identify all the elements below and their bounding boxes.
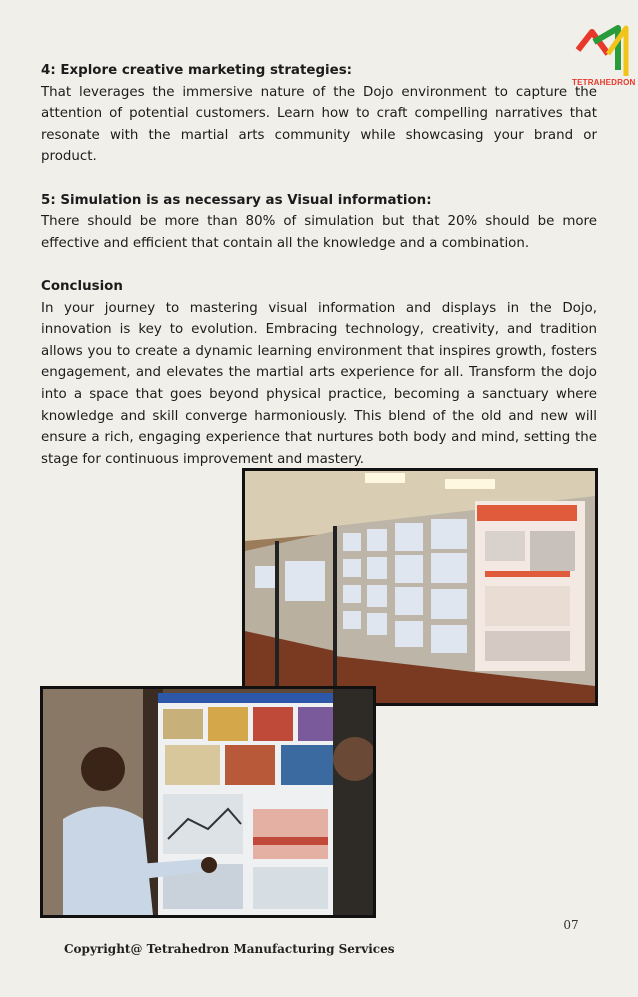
conclusion-body: In your journey to mastering visual information and displays in the Dojo, innovation is key to evolution. Embracing technology, creativity, and tradition allows you to create a dynamic learning environment that inspires growth, fosters engagement, and elevates the martial arts experience for all. Transform the dojo into a space that goes beyond physical practice, becoming a sanctuary where knowledge and skill converge harmoniously. This blend of the old and new will ensure a rich, engaging experience that nurtures both body and mind, setting the stage for continuous improvement and mastery. — [41, 300, 597, 467]
presenter-photo — [40, 686, 376, 918]
section-4-heading: 4: Explore creative marketing strategies: — [41, 63, 353, 78]
page-number: 07 — [563, 918, 579, 932]
logo-wordmark: TETRAHEDRON — [572, 78, 636, 87]
section-4-body: That leverages the immersive nature of the Dojo environment to capture the attention of potential customers. Learn how to craft compelling narratives that resonate with the martial arts community while showcasing your brand or product. — [41, 84, 597, 165]
conclusion-heading: Conclusion — [41, 278, 123, 294]
poster-hall-photo — [242, 468, 598, 706]
section-5-heading: 5: Simulation is as necessary as Visual information: — [41, 192, 432, 208]
section-5-body: There should be more than 80% of simulation but that 20% should be more effective and efficient that contain all the knowledge and a combination. — [41, 214, 597, 251]
article-body — [41, 60, 597, 470]
copyright-notice: Copyright@ Tetrahedron Manufacturing Services — [64, 942, 395, 956]
